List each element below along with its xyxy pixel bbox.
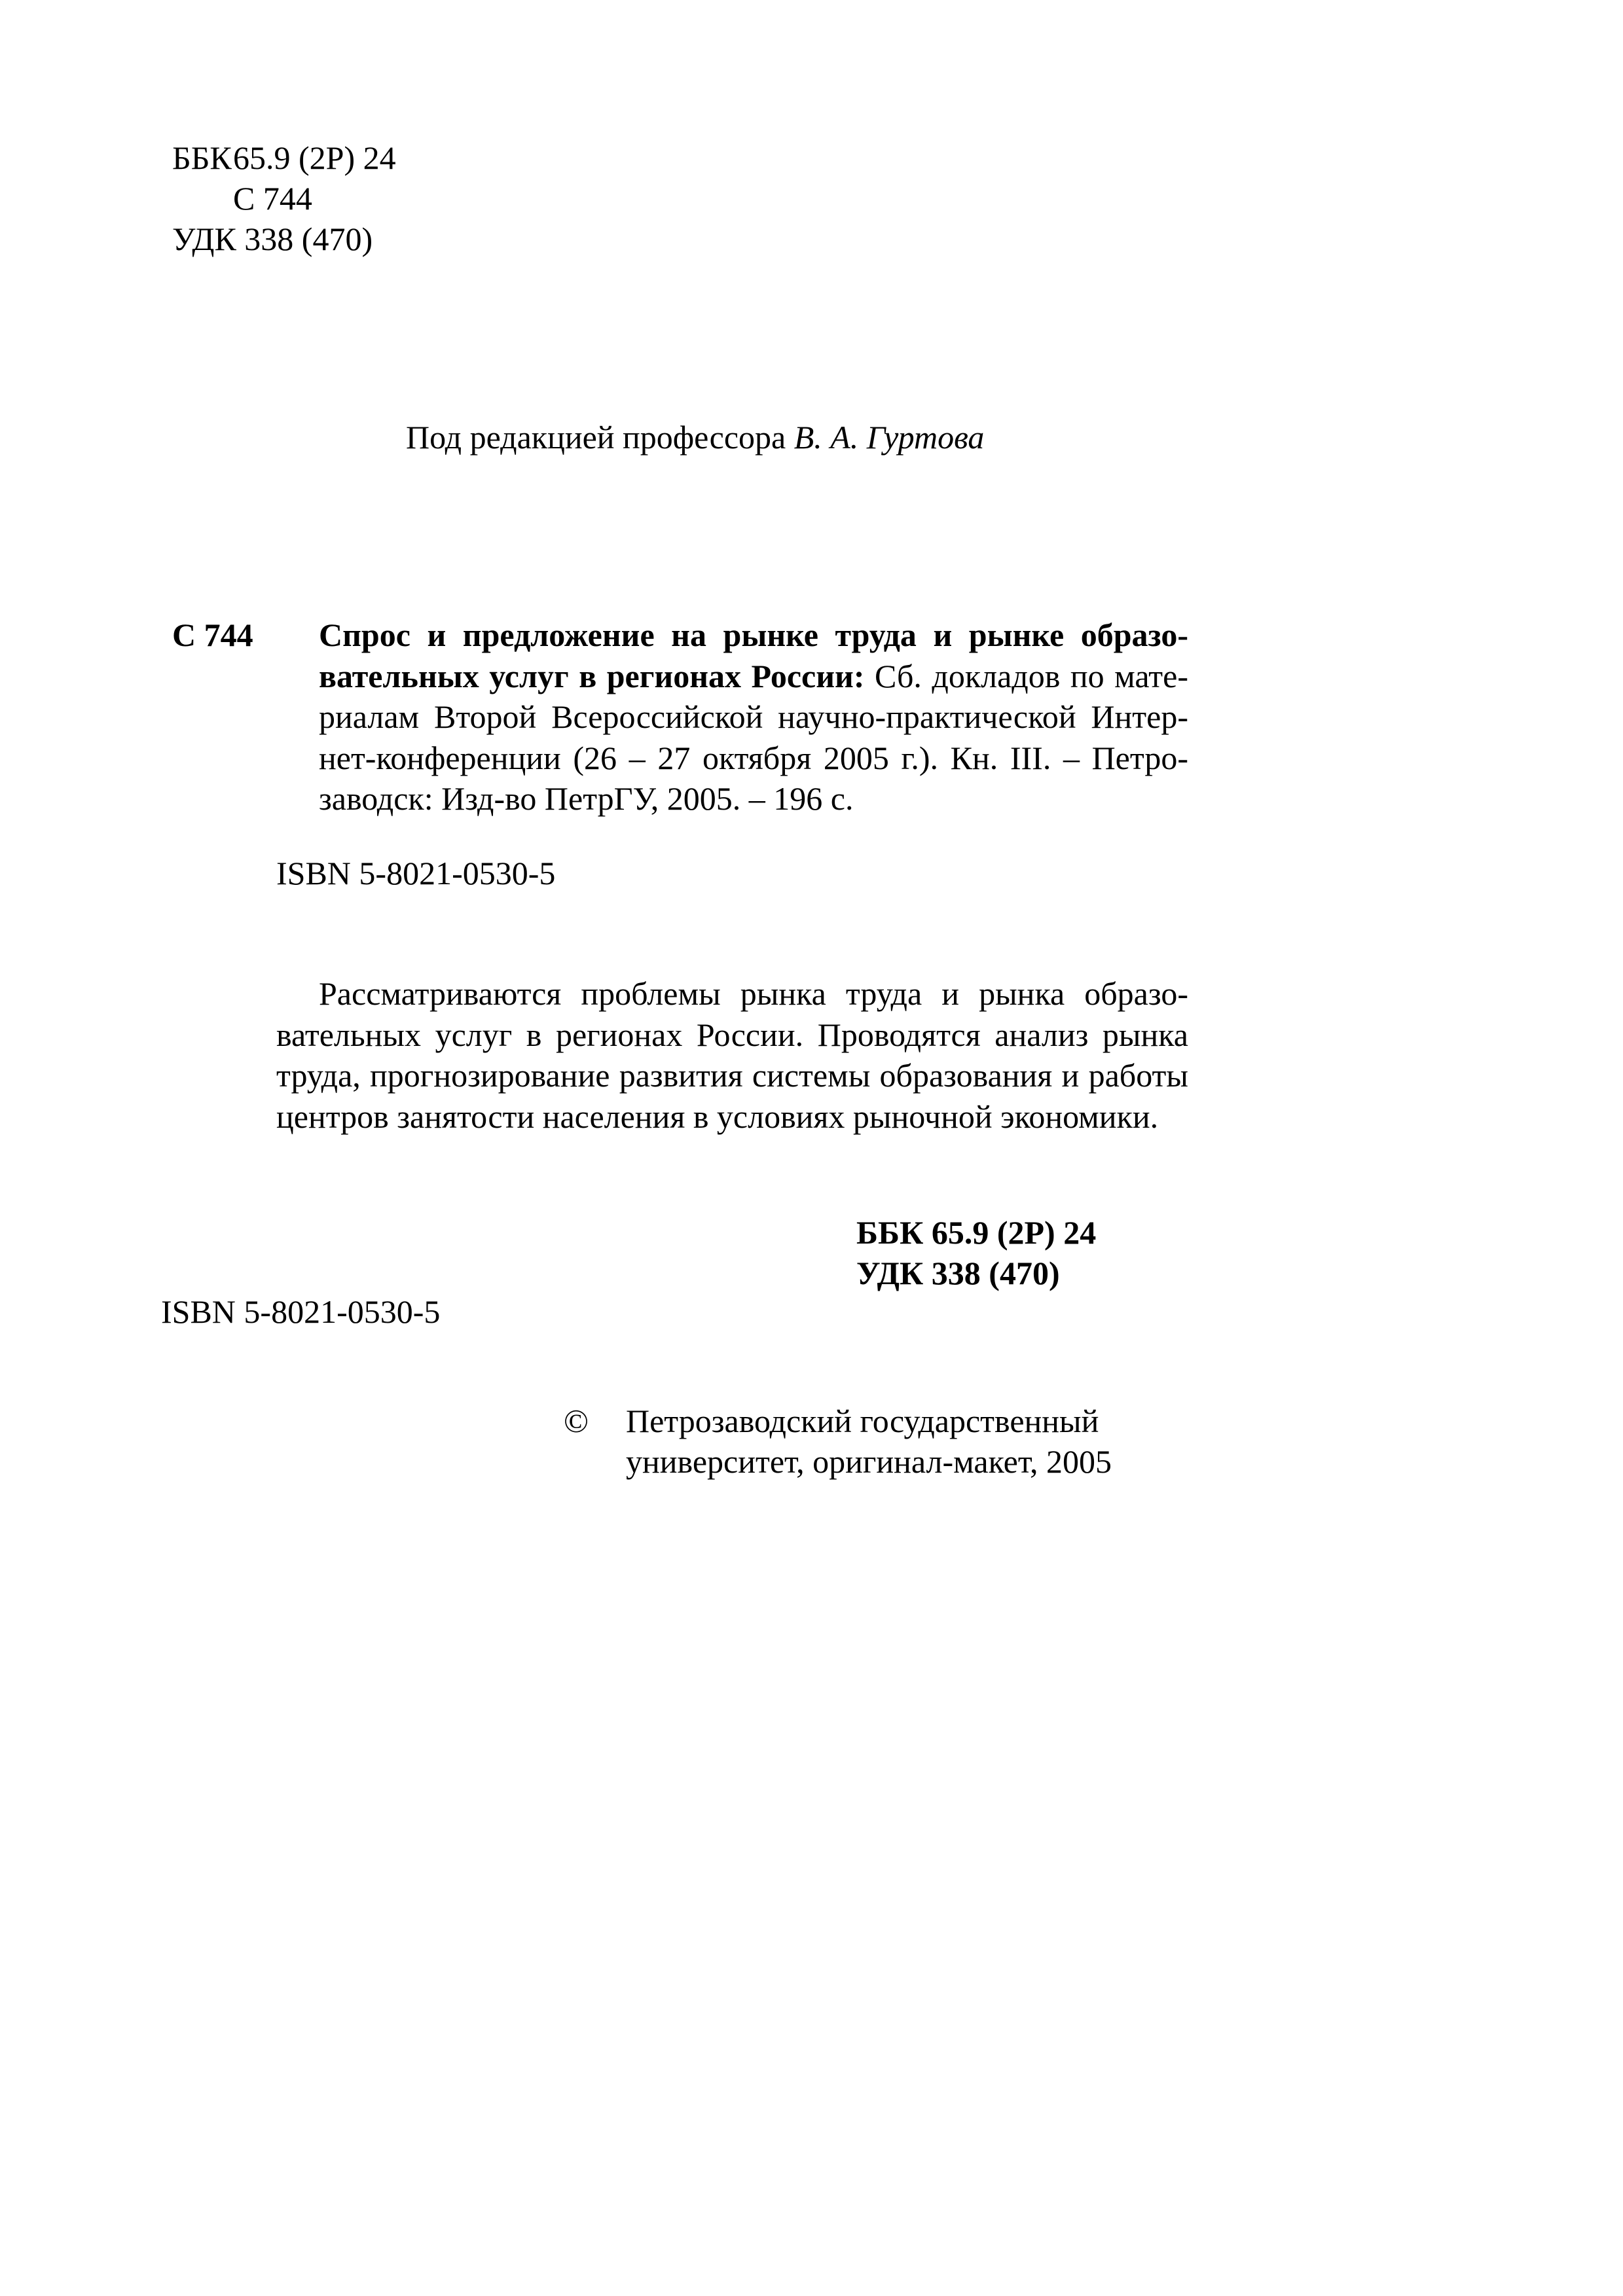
udk-row [172,219,396,259]
bottom-udk: УДК 338 (470) [856,1255,1060,1291]
bbk-label: ББК [172,139,232,176]
entry-isbn: ISBN 5-8021-0530-5 [276,855,556,891]
bbk-value: 65.9 (2Р) 24 [233,139,396,176]
entry-description [319,615,1188,819]
udk-code: УДК 338 (470) [172,221,373,257]
annotation-paragraph: Рассматриваются проблемы рынка труда и рынка образовательных услуг в регионах России. Проводятся анализ рынка труда, прогнозирование развития системы образования и работы центров занятости населения в условиях рыночной экономики. [276,975,1188,1135]
copyright-line-1: Петрозаводский государственный [626,1403,1099,1439]
entry-details: Сб. докладов по материалам Второй Всероссийской научно-практической Интернет-конференции (26 – 27 октября 2005 г.). Кн. III. – Петрозаводск: Изд-во ПетрГУ, 2005. – 196 с. [319,657,1189,817]
classification-codes-top [172,137,396,259]
copyright-notice [626,1401,1112,1482]
copyright-line-2: университет, оригинал-макет, 2005 [626,1443,1112,1480]
classification-codes-bottom [856,1212,1096,1293]
bottom-isbn: ISBN 5-8021-0530-5 [161,1293,441,1330]
entry-title: Спрос и предложение на рынке труда и рынке образовательных услуг в регионах России: [319,617,1188,694]
author-mark: С 744 [233,180,312,217]
bottom-bbk: ББК 65.9 (2Р) 24 [856,1214,1097,1251]
editor-name: В. А. Гуртова [793,419,985,456]
editor-line [406,417,984,457]
copyright-icon: © [564,1403,589,1439]
author-mark-row [172,178,396,219]
bbk-row [172,137,396,178]
editor-prefix: Под редакцией профессора [406,419,786,456]
entry-author-mark: С 744 [172,617,253,653]
